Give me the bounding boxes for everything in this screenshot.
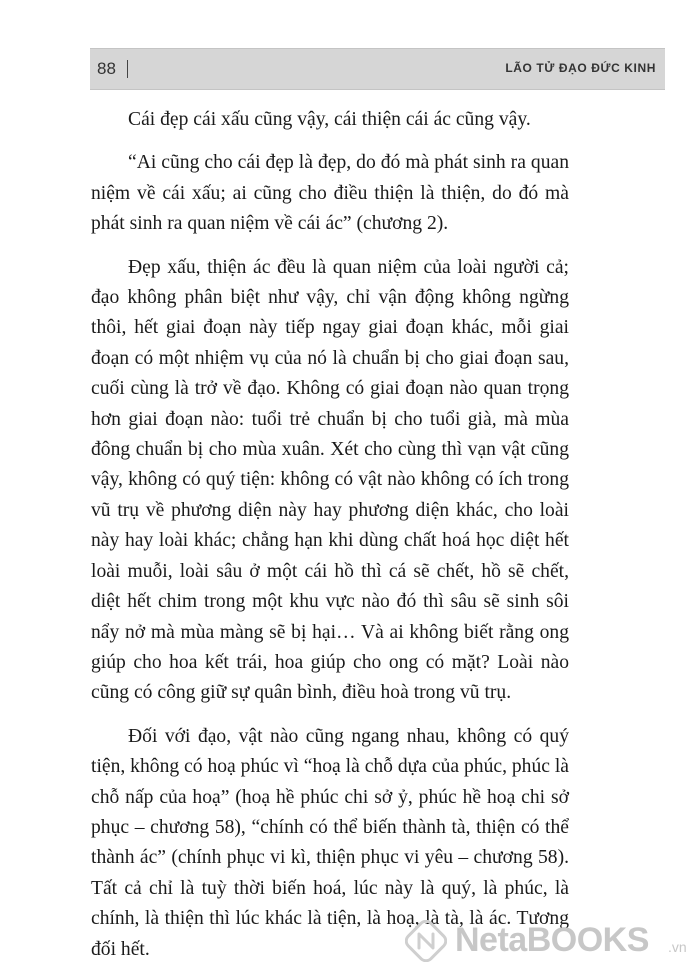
page-body [91, 105, 569, 978]
page-number: 88 [97, 59, 116, 78]
paragraph: “Ai cũng cho cái đẹp là đẹp, do đó mà phát sinh ra quan niệm về cái xấu; ai cũng cho điều thiện là thiện, do đó mà phát sinh ra quan niệm về cái ác” (chương 2). [91, 152, 569, 235]
watermark [405, 918, 695, 966]
running-header [90, 48, 665, 90]
watermark-suffix: .vn [668, 939, 687, 955]
paragraph: Đẹp xấu, thiện ác đều là quan niệm của loài người cả; đạo không phân biệt như vậy, chỉ vận động không ngừng thôi, hết giai đoạn này tiếp ngay giai đoạn khác, mỗi giai đoạn có một nhiệm vụ của nó là chuẩn bị cho giai đoạn sau, cuối cùng là trở về đạo. Không có giai đoạn nào quan trọng hơn giai đoạn nào: tuổi trẻ chuẩn bị cho tuổi già, mà mùa đông chuẩn bị cho mùa xuân. Xét cho cùng thì vạn vật cũng vậy, không có quý tiện: không có vật nào không có ích trong vũ trụ về phương diện này hay phương diện khác, cho loài này hay loài khác; chẳng hạn khi dùng chất hoá học diệt hết loài muỗi, loài sâu ở một cái hồ thì cá sẽ chết, hồ sẽ chết, diệt hết chim trong một khu vực nào đó thì sâu sẽ sinh sôi nẩy nở mà mùa màng sẽ bị hại… Và ai không biết rằng ong giúp cho hoa kết trái, hoa giúp cho ong có mặt? Loài nào cũng có công giữ sự quân bình, điều hoà trong vũ trụ. [91, 256, 569, 704]
paragraph: Đối với đạo, vật nào cũng ngang nhau, không có quý tiện, không có hoạ phúc vì “hoạ là chỗ dựa của phúc, phúc là chỗ nấp của hoạ” (hoạ hề phúc chi sở ỷ, phúc hề hoạ chi sở phục – chương 58), “chính có thể biến thành tà, thiện có thể thành ác” (chính phục vi kì, thiện phục vi yêu – chương 58). Tất cả chỉ là tuỳ thời biến hoá, lúc này là quý, là phúc, là chính, là thiện thì lúc khác là tiện, là hoạ, là tà, là ác. Tương đối hết. [91, 725, 569, 960]
watermark-brand: NetaBOOKS [455, 921, 649, 959]
paragraph: Cái đẹp cái xấu cũng vậy, cái thiện cái ác cũng vậy. [128, 109, 531, 130]
header-divider [127, 60, 128, 78]
running-title: LÃO TỬ ĐẠO ĐỨC KINH [505, 61, 656, 75]
netabooks-logo-icon [405, 920, 447, 962]
